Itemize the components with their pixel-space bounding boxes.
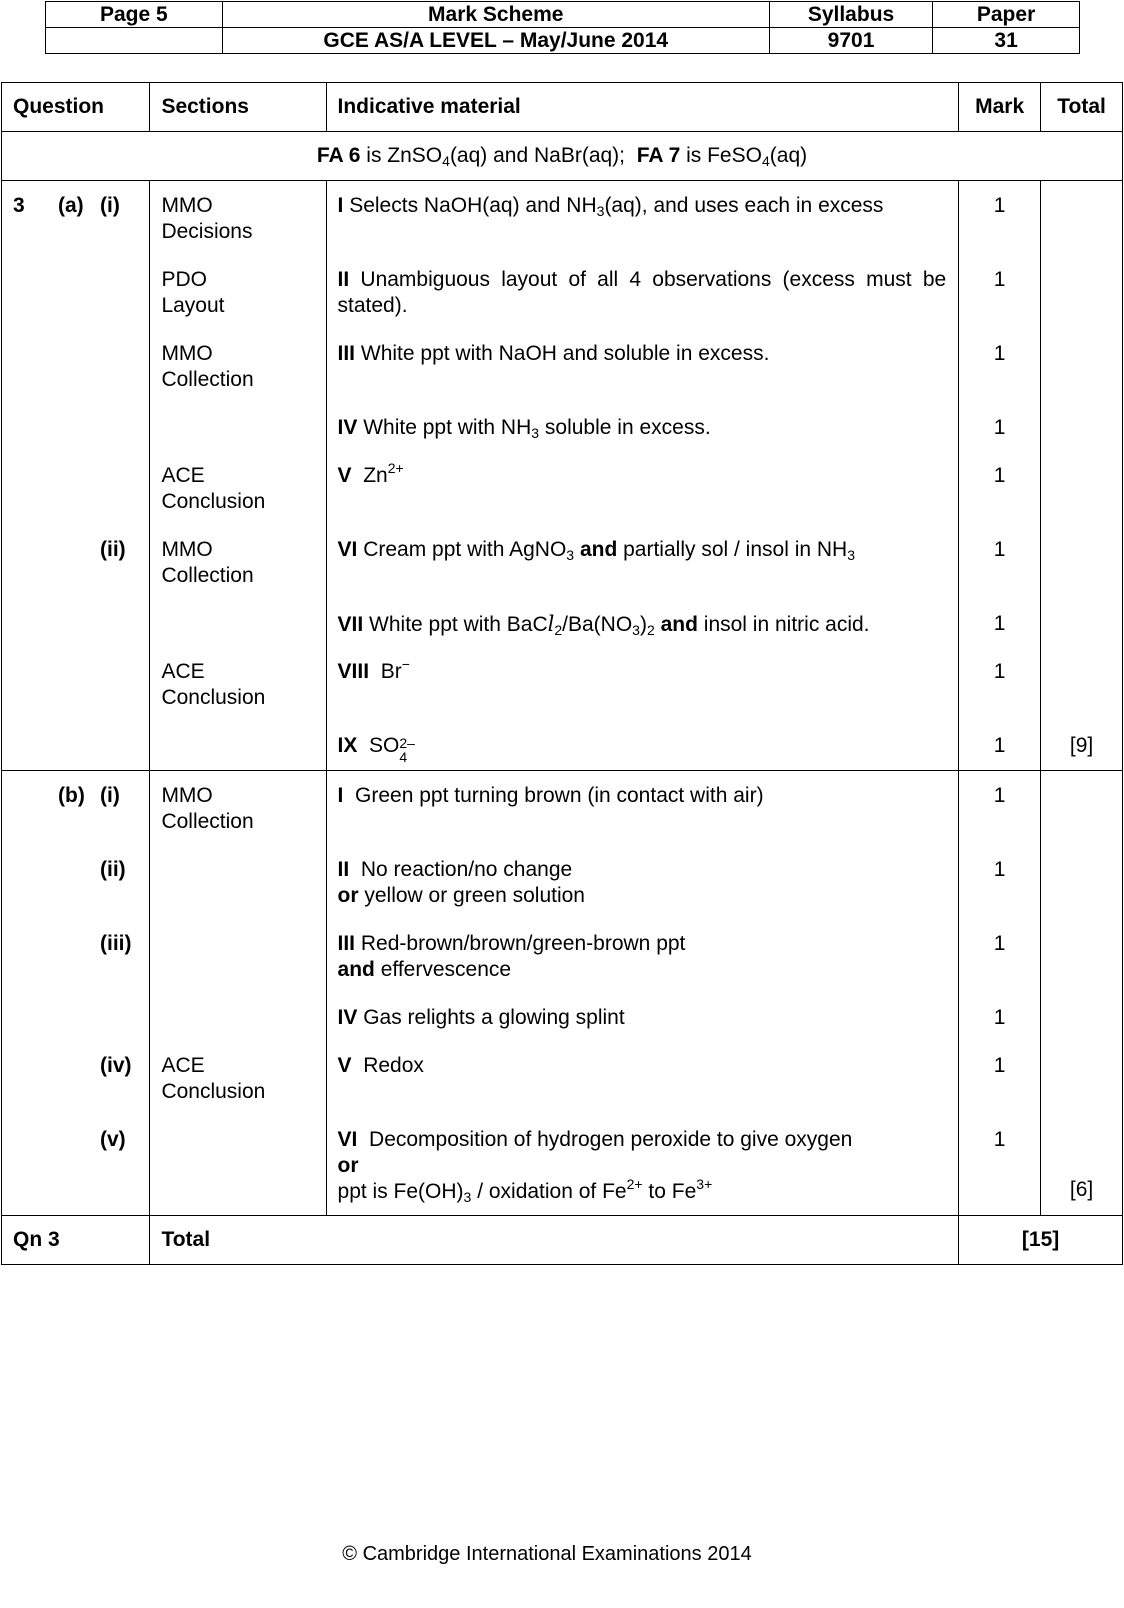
- table-row: [2, 771, 1123, 846]
- col-indicative: Indicative material: [326, 83, 959, 132]
- mark-value: 1: [959, 845, 1041, 919]
- mark-scheme-label: Mark Scheme: [222, 2, 769, 28]
- section-line: PDO: [161, 268, 207, 291]
- table-row: [2, 919, 1123, 993]
- section-line: ACE: [161, 660, 205, 683]
- table-row: [2, 329, 1123, 403]
- col-question: Question: [2, 83, 150, 132]
- mark-value: 1: [959, 329, 1041, 403]
- table-row: [2, 599, 1123, 647]
- indicative-text: V $Zn^{2+}$: [326, 451, 959, 525]
- mark-value: 1: [959, 255, 1041, 329]
- indicative-text: II No reaction/no change or yellow or green solution: [326, 845, 959, 919]
- table-row: [2, 525, 1123, 599]
- paper-label: Paper: [933, 2, 1080, 28]
- table-row: [2, 647, 1123, 721]
- copyright-footer: © Cambridge International Examinations 2014: [342, 1543, 752, 1565]
- indicative-text: VI Decomposition of hydrogen peroxide to give oxygen or ppt is $Fe(OH)_3$ / oxidation of $Fe^{2+}$ to $Fe^{3+}$: [326, 1115, 959, 1216]
- mark-value: 1: [959, 1115, 1041, 1216]
- table-row: [2, 721, 1123, 771]
- indicative-text: III Red-brown/brown/green-brown ppt and effervescence: [326, 919, 959, 993]
- section-line: ACE: [161, 464, 205, 487]
- col-sections: Sections: [150, 83, 326, 132]
- total-value: [6]: [1041, 1115, 1123, 1216]
- col-mark: Mark: [959, 83, 1041, 132]
- syllabus-label: Syllabus: [769, 2, 932, 28]
- indicative-text: II Unambiguous layout of all 4 observations (excess must be stated).: [326, 255, 959, 329]
- question-total-row: [2, 1216, 1123, 1265]
- exam-title: GCE AS/A LEVEL – May/June 2014: [222, 28, 769, 54]
- indicative-text: IX SO 2– 4: [326, 721, 959, 771]
- page-value: [46, 28, 223, 54]
- section-line: MMO: [161, 342, 213, 365]
- sub-part-label: (i): [100, 194, 120, 217]
- question-number: 3: [13, 194, 25, 217]
- sub-part-label: (i): [100, 784, 120, 807]
- mark-value: 1: [959, 181, 1041, 256]
- mark-value: 1: [959, 451, 1041, 525]
- mark-value: 1: [959, 919, 1041, 993]
- col-total: Total: [1041, 83, 1123, 132]
- sub-part-label: (ii): [100, 538, 126, 561]
- table-row: [2, 403, 1123, 451]
- mark-value: 1: [959, 403, 1041, 451]
- total-value: [9]: [1041, 721, 1123, 771]
- fa-description: FA 6 is ZnSO$_4$(aq) and NaBr(aq); FA 7 is FeSO$_4$(aq): [2, 132, 1123, 181]
- section-line: Conclusion: [161, 686, 266, 709]
- mark-value: 1: [959, 721, 1041, 771]
- paper-number: 31: [933, 28, 1080, 54]
- section-line: Conclusion: [161, 490, 266, 513]
- fa-description-row: [2, 132, 1123, 181]
- mark-value: 1: [959, 525, 1041, 599]
- part-label: (b): [58, 784, 85, 807]
- section-line: MMO: [161, 194, 213, 217]
- section-line: MMO: [161, 538, 213, 561]
- table-row: [2, 845, 1123, 919]
- mark-value: 1: [959, 599, 1041, 647]
- section-line: Conclusion: [161, 1080, 266, 1103]
- section-line: Collection: [161, 810, 254, 833]
- indicative-text: V Redox: [326, 1041, 959, 1115]
- mark-value: 1: [959, 771, 1041, 846]
- part-label: (a): [58, 194, 84, 217]
- page-label: Page 5: [46, 2, 223, 28]
- section-line: MMO: [161, 784, 213, 807]
- total-row-value: [15]: [959, 1216, 1123, 1265]
- mark-scheme-table: [1, 82, 1123, 1265]
- section-line: Collection: [161, 368, 254, 391]
- table-row: [2, 993, 1123, 1041]
- mark-value: 1: [959, 993, 1041, 1041]
- indicative-text: I Selects NaOH(aq) and $NH_3(aq)$, and uses each in excess: [326, 181, 959, 256]
- indicative-text: I Green ppt turning brown (in contact with air): [326, 771, 959, 846]
- section-line: Layout: [161, 294, 225, 317]
- section-line: ACE: [161, 1054, 205, 1077]
- sub-part-label: (iii): [100, 932, 132, 955]
- sub-part-label: (v): [100, 1128, 126, 1151]
- sub-part-label: (iv): [100, 1054, 132, 1077]
- indicative-text: IV Gas relights a glowing splint: [326, 993, 959, 1041]
- table-row: [2, 1115, 1123, 1216]
- table-row: [2, 1041, 1123, 1115]
- sub-part-label: (ii): [100, 858, 126, 881]
- indicative-text: III White ppt with NaOH and soluble in excess.: [326, 329, 959, 403]
- table-row: [2, 451, 1123, 525]
- mark-value: 1: [959, 1041, 1041, 1115]
- column-header-row: [2, 83, 1123, 132]
- header-table: [45, 1, 1080, 54]
- indicative-text: VI Cream ppt with AgNO$_3$ and partially sol / insol in $NH_3$: [326, 525, 959, 599]
- section-line: Decisions: [161, 220, 253, 243]
- total-row-label: Qn 3: [2, 1216, 150, 1265]
- mark-value: 1: [959, 647, 1041, 721]
- indicative-text: IV White ppt with $NH_3$ soluble in excess.: [326, 403, 959, 451]
- syllabus-code: 9701: [769, 28, 932, 54]
- table-row: [2, 181, 1123, 256]
- indicative-text: VII White ppt with $BaCl_2/Ba(NO_3)_2$ and insol in nitric acid.: [326, 599, 959, 647]
- indicative-text: VIII Br−: [326, 647, 959, 721]
- total-row-title: Total: [150, 1216, 959, 1265]
- table-row: [2, 255, 1123, 329]
- section-line: Collection: [161, 564, 254, 587]
